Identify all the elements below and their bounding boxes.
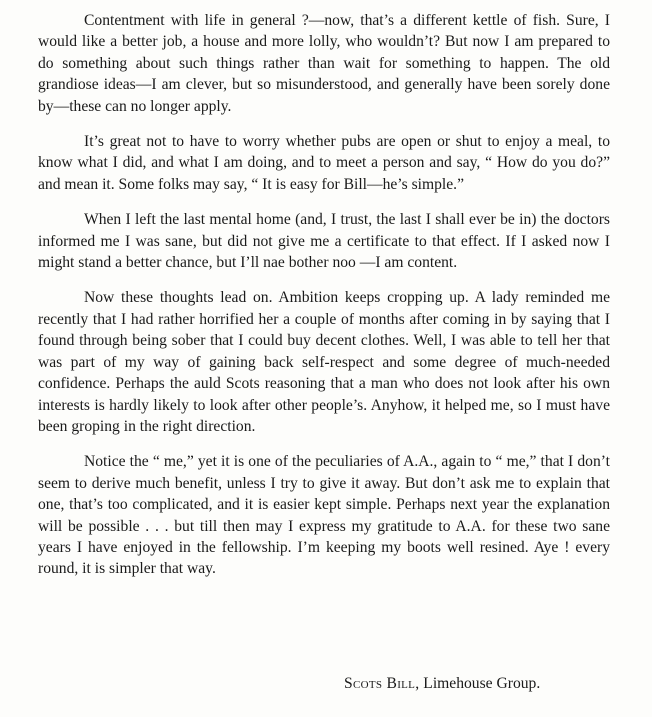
article-body [38, 10, 610, 594]
paragraph-pubs: It’s great not to have to worry whether pubs are open or shut to enjoy a meal, to know what I did, and what I am doing, and to meet a person and say, “ How do you do?” and mean it. Some folks may say, “ It is easy for Bill—he’s simple.” [38, 133, 610, 193]
signature-line [344, 673, 540, 694]
paragraph-ambition: Now these thoughts lead on. Ambition keeps cropping up. A lady reminded me recently that I had rather horrified her a couple of months after coming in by saying that I found through being sober that I could buy decent clothes. Well, I was able to tell her that was part of my way of gaining back self-respect and some degree of much-needed confidence. Perhaps the auld Scots reasoning that a man who does not look after his own interests is hardly likely to look after other people’s. Anyhow, it helped me, so I must have been groping in the right direction. [38, 289, 610, 435]
signature-author: Scots Bill, [344, 675, 420, 692]
paragraph-mental-home: When I left the last mental home (and, I trust, the last I shall ever be in) the doctors informed me I was sane, but did not give me a certificate to that effect. If I asked now I might stand a better chance, but I’ll nae bother noo —I am content. [38, 211, 610, 272]
paragraph-gratitude: Notice the “ me,” yet it is one of the peculiaries of A.A., again to “ me,” that I don’t seem to derive much benefit, unless I try to give it away. But don’t ask me to explain that one, that’s too complicated, and it is easier kept simple. Perhaps next year the explanation will be possible . . . but till then may I express my gratitude to A.A. for these two sane years I have enjoyed in the fellowship. I’m keeping my boots well resined. Aye ! every round, it is simpler that way. [38, 453, 610, 578]
paragraph-contentment: Contentment with life in general ?—now, that’s a different kettle of fish. Sure, I would like a better job, a house and more lolly, who wouldn’t? But now I am prepared to do something about such things rather than wait for something to happen. The old grandiose ideas—I am clever, but so misunderstood, and generally have been sorely done by—these can no longer apply. [38, 12, 610, 115]
signature-group: Limehouse Group. [423, 675, 541, 692]
